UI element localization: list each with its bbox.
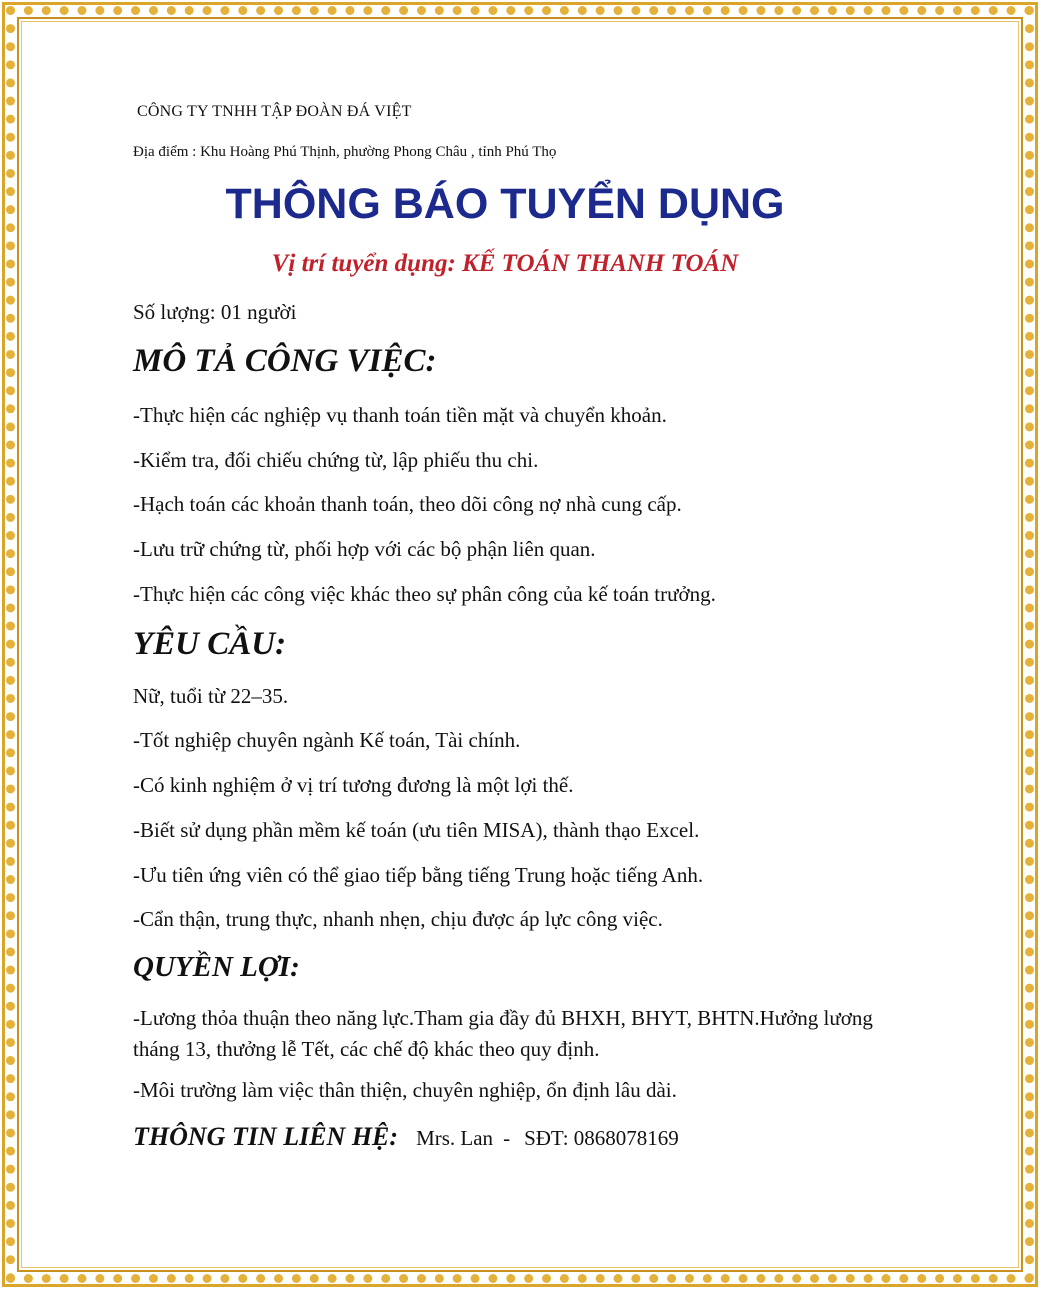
job-description-item: -Hạch toán các khoản thanh toán, theo dõi công nợ nhà cung cấp.: [133, 492, 682, 516]
requirement-item: -Biết sử dụng phần mềm kế toán (ưu tiên MISA), thành thạo Excel.: [133, 818, 700, 842]
benefits-heading: QUYỀN LỢI:: [133, 951, 300, 983]
hiring-quantity: Số lượng: 01 người: [133, 300, 297, 324]
contact-phone: SĐT: 0868078169: [524, 1126, 679, 1150]
requirements-heading: YÊU CẦU:: [133, 626, 287, 662]
job-description-item: -Thực hiện các công việc khác theo sự phân công của kế toán trưởng.: [133, 582, 716, 606]
company-name: CÔNG TY TNHH TẬP ĐOÀN ĐÁ VIỆT: [137, 103, 412, 120]
benefit-item: -Lương thỏa thuận theo năng lực.Tham gia đầy đủ BHXH, BHYT, BHTN.Hưởng lương tháng 13, thưởng lễ Tết, các chế độ khác theo quy định.: [133, 1006, 873, 1061]
requirement-item: -Tốt nghiệp chuyên ngành Kế toán, Tài chính.: [133, 728, 521, 752]
contact-name: Mrs. Lan: [416, 1126, 494, 1150]
contact-label: THÔNG TIN LIÊN HỆ:: [133, 1122, 399, 1151]
requirement-item: -Cẩn thận, trung thực, nhanh nhẹn, chịu được áp lực công việc.: [133, 907, 663, 931]
benefit-item: -Môi trường làm việc thân thiện, chuyên nghiệp, ổn định lâu dài.: [133, 1078, 677, 1102]
contact-separator: -: [503, 1126, 511, 1150]
requirement-item: -Có kinh nghiệm ở vị trí tương đương là một lợi thế.: [133, 773, 574, 797]
requirement-item: Nữ, tuổi từ 22–35.: [133, 684, 289, 708]
notice-title: THÔNG BÁO TUYỂN DỤNG: [225, 180, 785, 228]
job-position: Vị trí tuyển dụng: KẾ TOÁN THANH TOÁN: [271, 250, 739, 277]
job-description-item: -Kiểm tra, đối chiếu chứng từ, lập phiếu thu chi.: [133, 448, 539, 472]
job-description-item: -Lưu trữ chứng từ, phối hợp với các bộ phận liên quan.: [133, 537, 596, 561]
requirement-item: -Ưu tiên ứng viên có thể giao tiếp bằng tiếng Trung hoặc tiếng Anh.: [133, 863, 704, 887]
company-location: Địa điểm : Khu Hoàng Phú Thịnh, phường Phong Châu , tỉnh Phú Thọ: [133, 144, 557, 160]
job-description-item: -Thực hiện các nghiệp vụ thanh toán tiền mặt và chuyển khoản.: [133, 403, 667, 427]
job-description-heading: MÔ TẢ CÔNG VIỆC:: [133, 343, 437, 379]
contact-info: [133, 1122, 679, 1152]
